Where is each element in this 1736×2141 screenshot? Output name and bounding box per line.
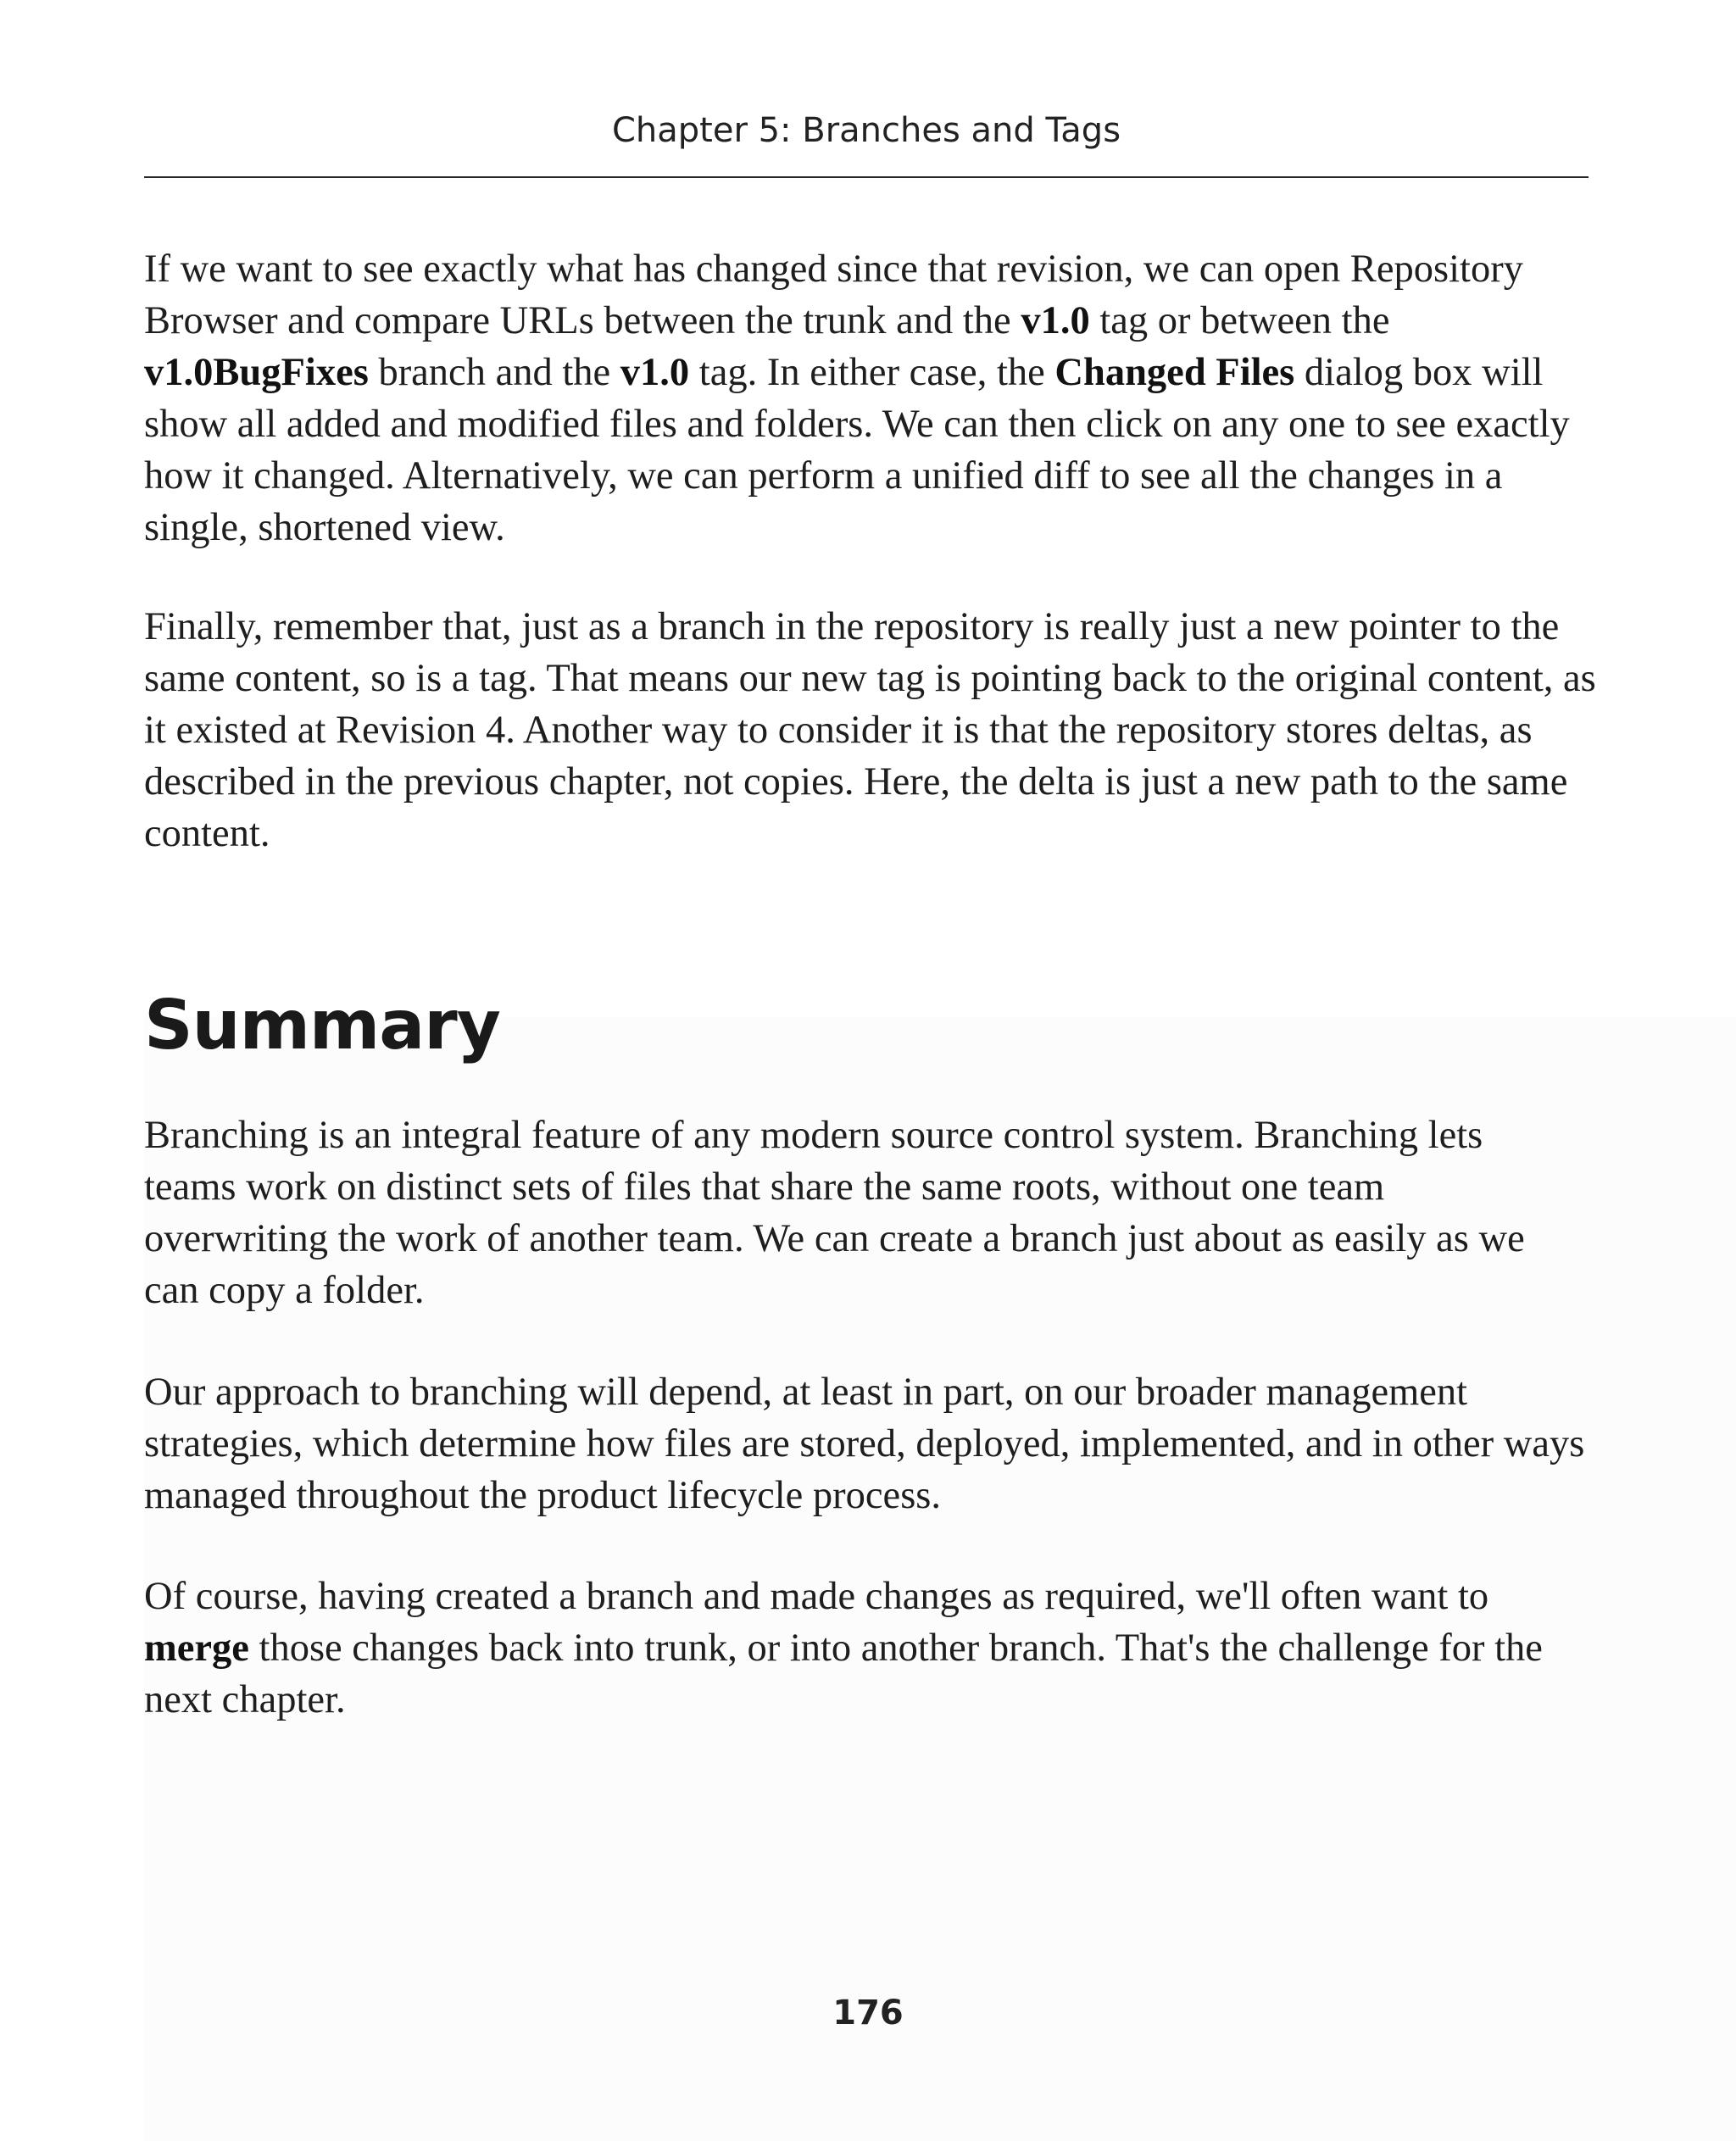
paragraph-text: If we want to see exactly what has changed since that revision, we can open Repository Browser and compare URLs between the trunk and the: [144, 247, 1523, 342]
dialog-name-bold: Changed Files: [1054, 351, 1295, 394]
paragraph-tag-pointer: Finally, remember that, just as a branch in the repository is really just a new pointer to the same content, so is a tag. That means our new tag is pointing back to the original content, as it existed at Revision 4. Another way to consider it is that the repository stores deltas, as described in the previous chapter, not copies. Here, the delta is just a new path to the same content.: [144, 605, 1596, 855]
paragraph-merge-next: [144, 1571, 1602, 1726]
header-divider: [144, 176, 1589, 178]
paragraph-text: Of course, having created a branch and made changes as required, we'll often want to: [144, 1575, 1489, 1618]
tag-name-bold: v1.0: [1021, 299, 1090, 342]
paragraph-text: tag. In either case, the: [689, 351, 1055, 394]
paragraph-text: tag or between the: [1089, 299, 1390, 342]
page-number: 176: [832, 1994, 904, 2033]
paragraph-text: branch and the: [368, 351, 620, 394]
merge-term-bold: merge: [144, 1627, 249, 1670]
paragraph-branching-approach: Our approach to branching will depend, at least in part, on our broader management strategies, which determine how files are stored, deployed, implemented, and in other ways managed throughout the product lifecycle process.: [144, 1371, 1585, 1517]
section-heading-summary: Summary: [144, 986, 500, 1065]
paragraph-text: dialog box will show all added and modified files and folders. We can then click on any one to see exactly how it changed. Alternatively, we can perform a unified diff to see all the changes in a single, shortened view.: [144, 351, 1570, 549]
paragraph-compare-changes: [144, 243, 1602, 553]
paragraph-branching-intro: Branching is an integral feature of any modern source control system. Branching lets teams work on distinct sets of files that share the same roots, without one team overwriting the work of another team. We can create a branch just about as easily as we can copy a folder.: [144, 1114, 1525, 1312]
tag-name-bold: v1.0: [620, 351, 690, 394]
running-header: Chapter 5: Branches and Tags: [611, 111, 1121, 150]
paragraph-text: those changes back into trunk, or into another branch. That's the challenge for the next chapter.: [144, 1627, 1543, 1721]
branch-name-bold: v1.0BugFixes: [144, 351, 369, 394]
